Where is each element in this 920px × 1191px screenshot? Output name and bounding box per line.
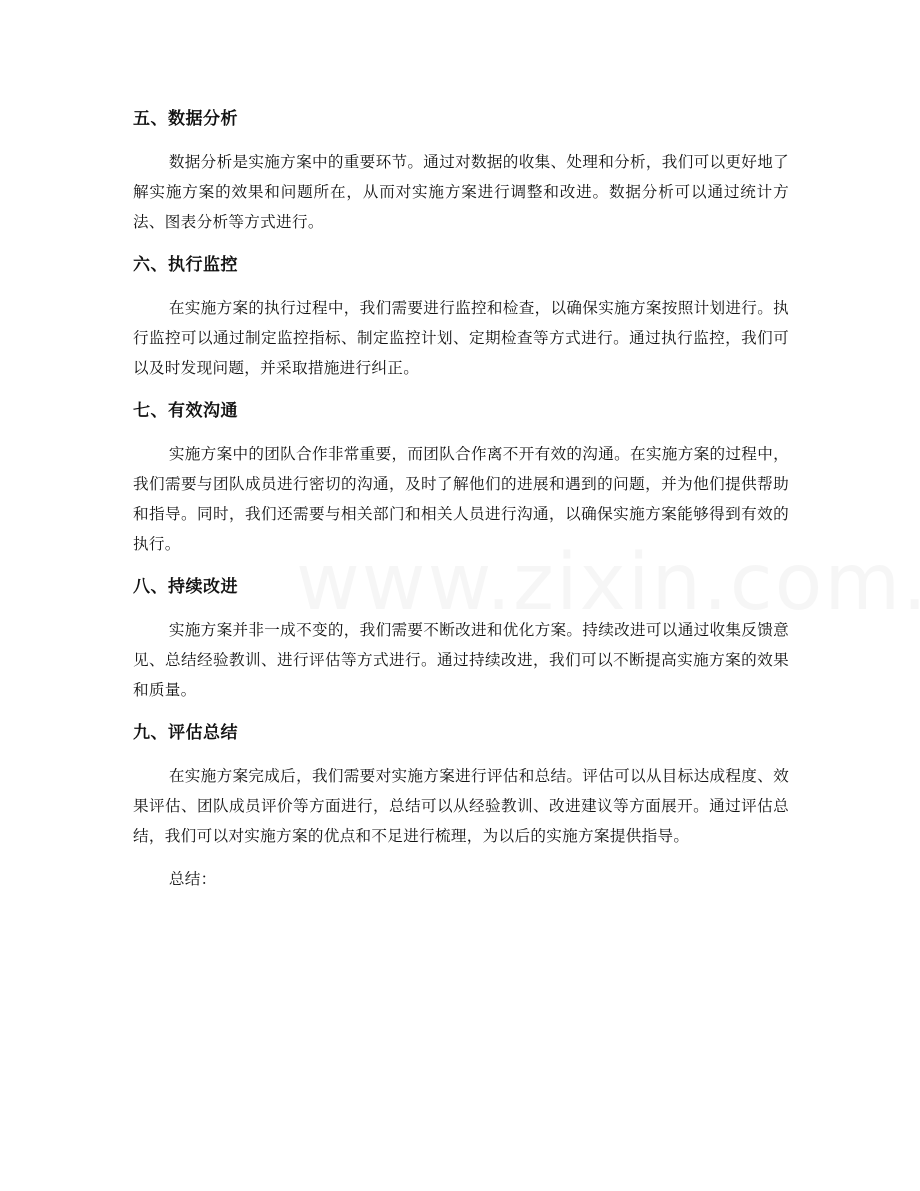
summary-label: 总结： xyxy=(168,870,217,888)
section-body: 在实施方案完成后，我们需要对实施方案进行评估和总结。评估可以从目标达成程度、效果评估、团队成员评价等方面进行，总结可以从经验教训、改进建议等方面展开。通过评估总结，我们可以对实施方案的优点和不足进行梳理，为以后的实施方案提供指导。 xyxy=(133,767,789,845)
section-effective-communication xyxy=(133,396,789,559)
section-heading: 八、持续改进 xyxy=(133,577,238,597)
section-body: 数据分析是实施方案中的重要环节。通过对数据的收集、处理和分析，我们可以更好地了解实施方案的效果和问题所在，从而对实施方案进行调整和改进。数据分析可以通过统计方法、图表分析等方式进行。 xyxy=(133,153,789,231)
section-body: 实施方案中的团队合作非常重要，而团队合作离不开有效的沟通。在实施方案的过程中，我们需要与团队成员进行密切的沟通，及时了解他们的进展和遇到的问题，并为他们提供帮助和指导。同时，我们还需要与相关部门和相关人员进行沟通，以确保实施方案能够得到有效的执行。 xyxy=(133,445,789,553)
section-continuous-improvement xyxy=(133,572,789,705)
section-data-analysis xyxy=(133,104,789,237)
section-body: 在实施方案的执行过程中，我们需要进行监控和检查，以确保实施方案按照计划进行。执行监控可以通过制定监控指标、制定监控计划、定期检查等方式进行。通过执行监控，我们可以及时发现问题，并采取措施进行纠正。 xyxy=(133,299,789,377)
document-page xyxy=(133,104,789,894)
section-evaluation-summary xyxy=(133,718,789,851)
section-body: 实施方案并非一成不变的，我们需要不断改进和优化方案。持续改进可以通过收集反馈意见、总结经验教训、进行评估等方式进行。通过持续改进，我们可以不断提高实施方案的效果和质量。 xyxy=(133,621,789,699)
section-heading: 五、数据分析 xyxy=(133,109,238,129)
section-heading: 七、有效沟通 xyxy=(133,401,238,421)
section-heading: 六、执行监控 xyxy=(133,255,238,275)
section-heading: 九、评估总结 xyxy=(133,723,238,743)
section-execution-monitoring xyxy=(133,250,789,383)
